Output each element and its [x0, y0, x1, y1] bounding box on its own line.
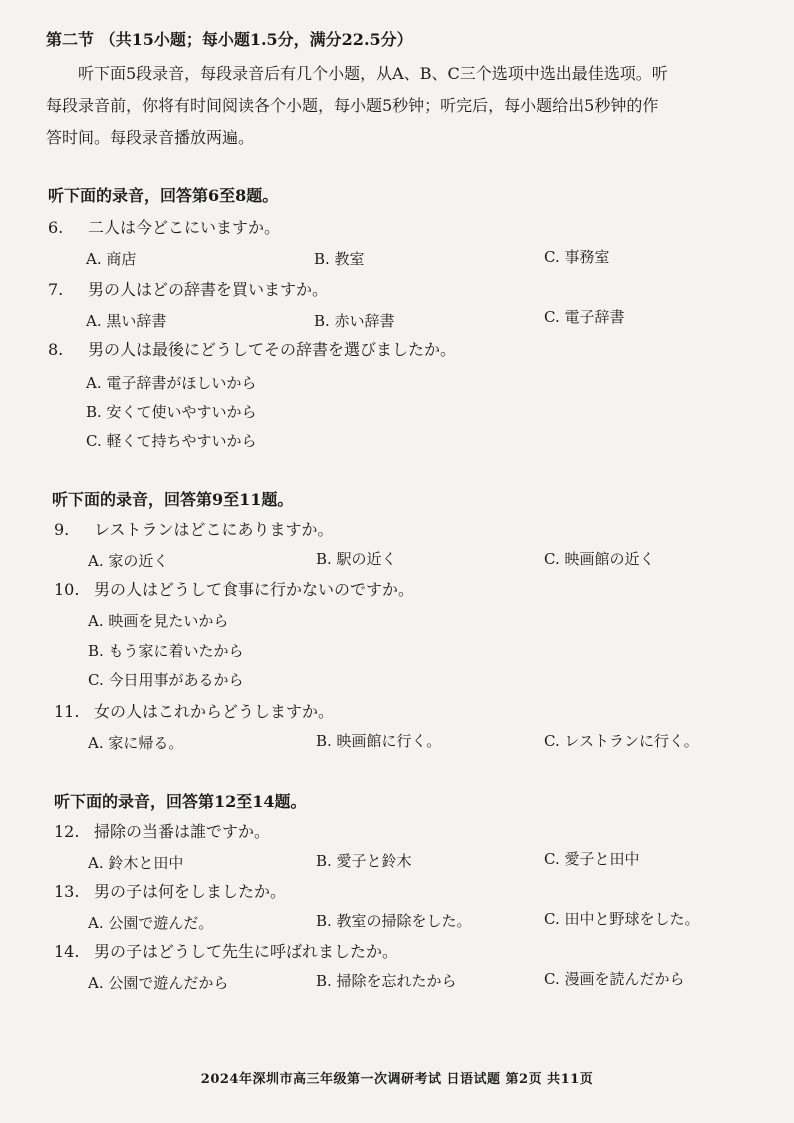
- option-8b[interactable]: B. 安くて使いやすいから: [86, 403, 257, 421]
- question-number: 9.: [54, 520, 70, 539]
- option-10c[interactable]: C. 今日用事があるから: [88, 671, 244, 689]
- question-number: 14.: [54, 942, 80, 961]
- option-14c[interactable]: C. 漫画を読んだから: [544, 970, 685, 988]
- option-7c[interactable]: C. 電子辞書: [544, 308, 625, 326]
- group-heading-3: 听下面的录音，回答第12至14题。: [54, 792, 307, 811]
- option-11a[interactable]: A. 家に帰る。: [88, 734, 184, 752]
- question-number: 13.: [54, 882, 80, 901]
- section-title: 第二节 （共15小题；每小题1.5分，满分22.5分）: [46, 30, 413, 49]
- question-number: 10.: [54, 580, 80, 599]
- page-footer: 2024年深圳市高三年级第一次调研考试 日语试题 第2页 共11页: [200, 1072, 594, 1087]
- question-number: 12.: [54, 822, 80, 841]
- group-heading-2: 听下面的录音，回答第9至11题。: [52, 490, 294, 509]
- instruction-line-2: 每段录音前，你将有时间阅读各个小题，每小题5秒钟；听完后，每小题给出5秒钟的作: [46, 96, 659, 115]
- option-6c[interactable]: C. 事務室: [544, 248, 610, 266]
- option-13c[interactable]: C. 田中と野球をした。: [544, 910, 700, 928]
- option-11b[interactable]: B. 映画館に行く。: [316, 732, 442, 750]
- instruction-line-3: 答时间。每段录音播放两遍。: [46, 128, 255, 147]
- option-12b[interactable]: B. 愛子と鈴木: [316, 852, 412, 870]
- question-text: 掃除の当番は誰ですか。: [94, 822, 271, 841]
- instruction-line-1: 听下面5段录音，每段录音后有几个小题，从A、B、C三个选项中选出最佳选项。听: [78, 64, 668, 83]
- option-14b[interactable]: B. 掃除を忘れたから: [316, 972, 457, 990]
- option-6b[interactable]: B. 教室: [314, 250, 365, 268]
- option-10a[interactable]: A. 映画を見たいから: [88, 612, 229, 630]
- option-8c[interactable]: C. 軽くて持ちやすいから: [86, 432, 257, 450]
- option-12a[interactable]: A. 鈴木と田中: [88, 854, 184, 872]
- question-text: 女の人はこれからどうしますか。: [94, 702, 335, 721]
- option-8a[interactable]: A. 電子辞書がほしいから: [86, 374, 257, 392]
- option-12c[interactable]: C. 愛子と田中: [544, 850, 640, 868]
- option-9a[interactable]: A. 家の近く: [88, 552, 169, 570]
- question-number: 11.: [54, 702, 80, 721]
- option-9b[interactable]: B. 駅の近く: [316, 550, 397, 568]
- group-heading-1: 听下面的录音，回答第6至8题。: [48, 186, 279, 205]
- question-text: レストランはどこにありますか。: [94, 520, 334, 539]
- question-text: 男の人はどの辞書を買いますか。: [88, 280, 329, 299]
- option-7a[interactable]: A. 黒い辞書: [86, 312, 167, 330]
- question-number: 6.: [48, 218, 64, 237]
- option-7b[interactable]: B. 赤い辞書: [314, 312, 395, 330]
- option-13b[interactable]: B. 教室の掃除をした。: [316, 912, 472, 930]
- question-text: 男の人はどうして食事に行かないのですか。: [94, 580, 415, 599]
- option-14a[interactable]: A. 公園で遊んだから: [88, 974, 229, 992]
- option-6a[interactable]: A. 商店: [86, 250, 137, 268]
- question-number: 8.: [48, 340, 64, 359]
- option-9c[interactable]: C. 映画館の近く: [544, 550, 655, 568]
- question-number: 7.: [48, 280, 64, 299]
- question-text: 男の子はどうして先生に呼ばれましたか。: [94, 942, 399, 961]
- option-13a[interactable]: A. 公園で遊んだ。: [88, 914, 214, 932]
- option-10b[interactable]: B. もう家に着いたから: [88, 642, 244, 660]
- option-11c[interactable]: C. レストランに行く。: [544, 732, 699, 750]
- question-text: 二人は今どこにいますか。: [88, 218, 281, 237]
- question-text: 男の子は何をしましたか。: [94, 882, 287, 901]
- question-text: 男の人は最後にどうしてその辞書を選びましたか。: [88, 340, 457, 359]
